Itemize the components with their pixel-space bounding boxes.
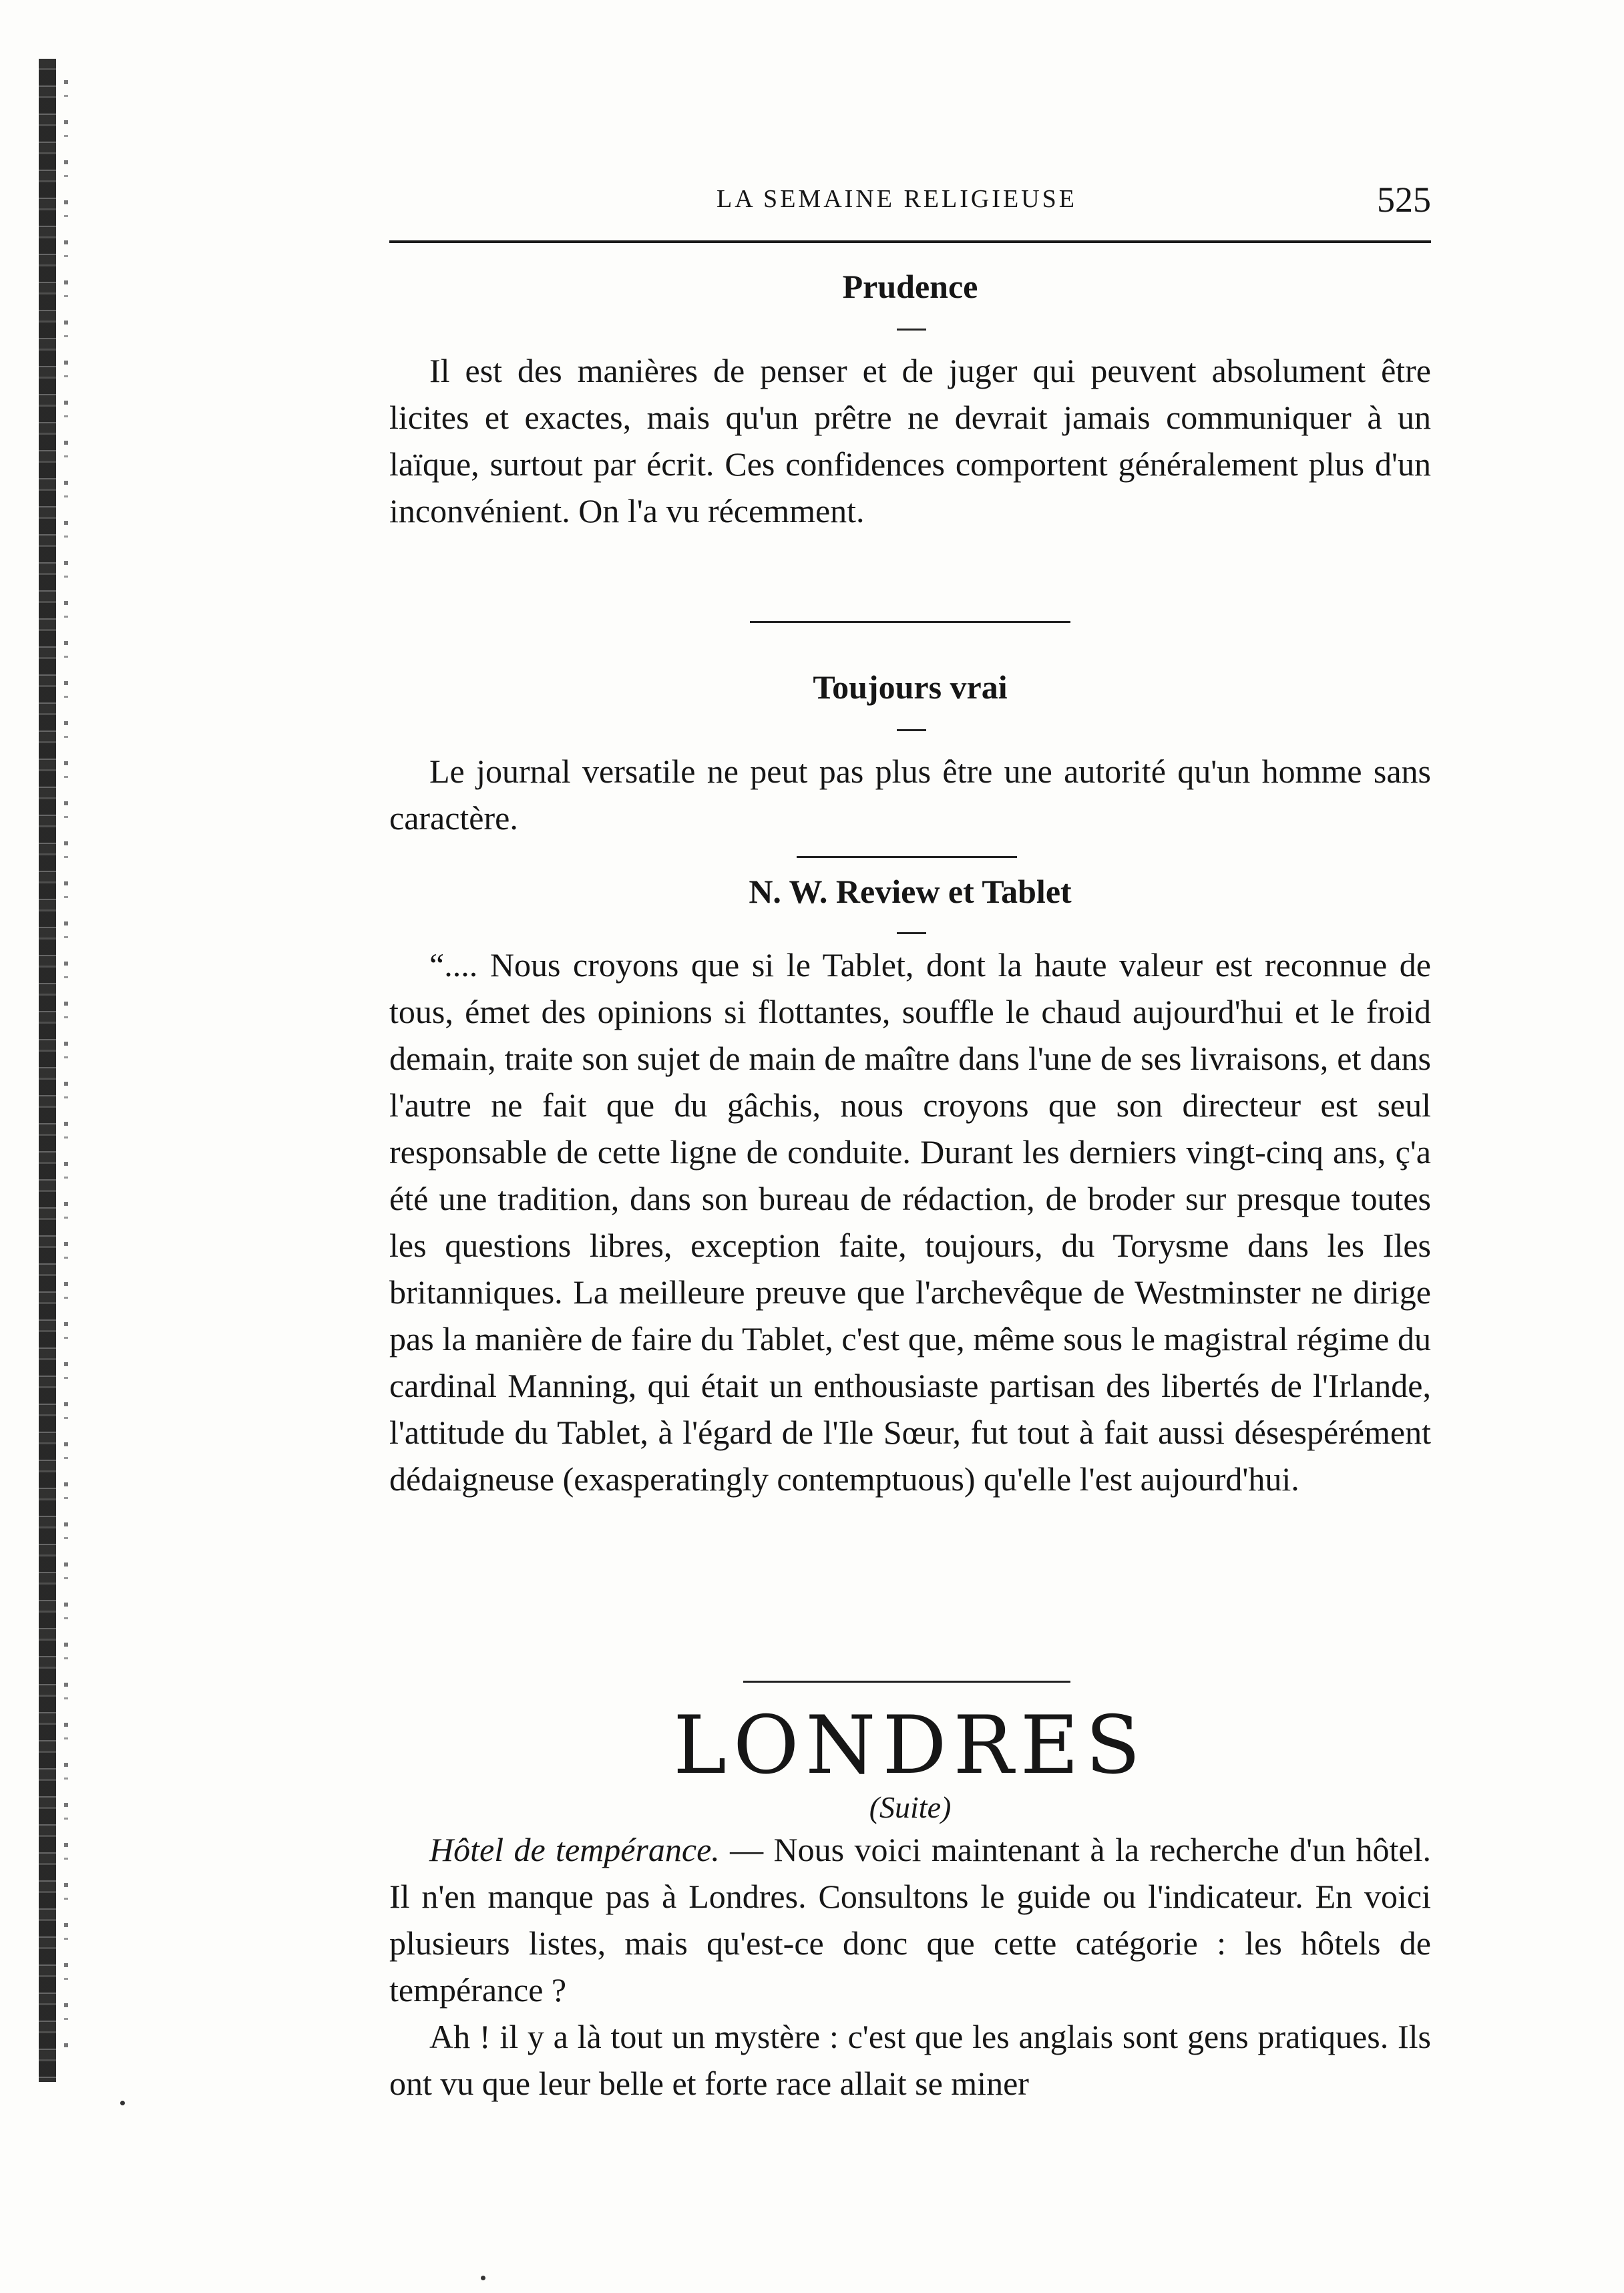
page-edge-shadow (64, 80, 68, 2057)
paragraph-londres-1 (389, 1826, 1431, 2013)
running-head (389, 179, 1431, 226)
header-rule (389, 240, 1431, 243)
paragraph-prudence: Il est des manières de penser et de juger qui peuvent absolument être licites et exactes, mais qu'un prêtre ne devrait jamais communiquer à un laïque, surtout par écrit. Ces confidences comportent généralement plus d'un inconvénient. On l'a vu récemment. (389, 352, 1431, 530)
page-number: 525 (1377, 180, 1431, 220)
section-title-prudence: Prudence (842, 268, 978, 305)
paragraph-londres-2: Ah ! il y a là tout un mystère : c'est que les anglais sont gens pratiques. Ils ont vu que leur belle et forte race allait se miner (389, 2018, 1431, 2102)
section-title-review-tablet: N. W. Review et Tablet (749, 873, 1072, 910)
ink-speck (120, 2101, 125, 2105)
paragraph-toujours-vrai: Le journal versatile ne peut pas plus être une autorité qu'un homme sans caractère. (389, 753, 1431, 837)
running-title: LA SEMAINE RELIGIEUSE (717, 185, 1077, 213)
page (389, 0, 1431, 2293)
londres-subtitle: (Suite) (869, 1790, 952, 1824)
title-dash (897, 932, 926, 934)
londres-title: LONDRES (673, 1699, 1147, 1792)
title-dash (897, 729, 926, 731)
paragraph-review-tablet: “.... Nous croyons que si le Tablet, dont la haute valeur est reconnue de tous, émet des opinions si flottantes, souffle le chaud aujourd'hui et le froid demain, traite son sujet de main de maître dans l'une de ses livraisons, et dans l'autre ne fait que du gâchis, nous croyons que son directeur est seul responsable de cette ligne de conduite. Durant les derniers vingt-cinq ans, ç'a été une tradition, dans son bureau de rédaction, de broder sur presque toutes les questions libres, exception faite, toujours, du Torysme dans les Iles britanniques. La meilleure preuve que l'archevêque de Westminster ne dirige pas la manière de faire du Tablet, c'est que, même sous le magistral régime du cardinal Manning, qui était un enthousiaste partisan des libertés de l'Irlande, l'attitude du Tablet, à l'égard de l'Ile Sœur, fut tout à fait aussi désespérément dédaigneuse (exasperatingly contemptuous) qu'elle l'est aujourd'hui. (389, 946, 1431, 1498)
section-separator (797, 856, 1017, 858)
section-separator (750, 621, 1070, 623)
section-title-toujours-vrai: Toujours vrai (813, 668, 1008, 706)
section-separator (743, 1681, 1070, 1683)
lead-text: — Nous voici maintenant à la recherche d'un hôtel. Il n'en manque pas à Londres. Consultons le guide ou l'indicateur. En voici plusieurs listes, mais qu'est-ce donc que cette catégorie : les hôtels de tempérance ? (389, 1831, 1431, 2009)
lead-heading: Hôtel de tempérance. (429, 1831, 720, 1868)
title-dash (897, 329, 926, 331)
book-spine-shadow (39, 59, 56, 2082)
